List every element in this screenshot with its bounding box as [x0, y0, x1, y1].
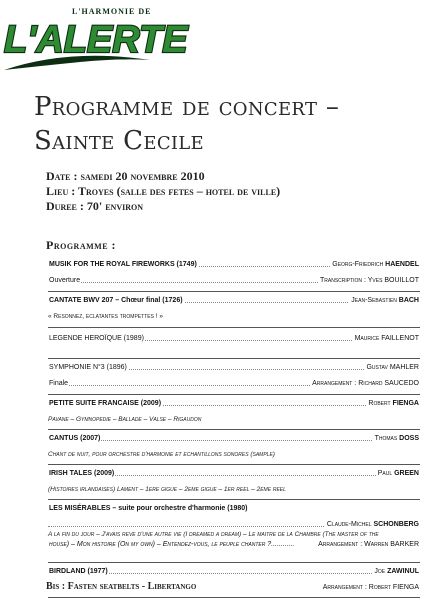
programme-item [48, 363, 420, 395]
concert-date: Date : samedi 20 novembre 2010 [46, 169, 205, 183]
encore-line: Bis : Fasten seatbelts - Libertango [46, 581, 197, 592]
programme-item [48, 334, 420, 359]
piece-title: CANTUS (2007) [49, 435, 101, 442]
programme-item [48, 434, 420, 465]
piece-title: IRISH TALES (2009) [49, 470, 115, 477]
programme-heading: Programme : [46, 238, 117, 252]
programme-item [48, 399, 420, 430]
piece-detail: Chant de nuit, pour orchestre d'harmonie et echantillons sonores (sample) [48, 451, 275, 458]
composer-last-name: FIENGA [392, 400, 419, 407]
composer-first-name: Joe [374, 568, 386, 575]
programme-item [48, 296, 420, 328]
piece-title: BIRDLAND (1977) [49, 568, 108, 575]
piece-detail: « Resonnez, eclatantes trompettes ! » [48, 313, 163, 320]
piece-title: MUSIK FOR THE ROYAL FIREWORKS (1749) [49, 261, 197, 268]
composer-last-name: MAHLER [389, 364, 419, 371]
programme-item [48, 504, 420, 563]
piece-title: LEGENDE HEROÏQUE (1989) [49, 335, 144, 342]
composer-last-name: SCHONBERG [373, 521, 419, 528]
piece-detail-line1: A la fin du jour – J'avais reve d'une autre vie (I dreamed a dream) – Le maitre de la Chambre (The master of the [48, 531, 379, 538]
logo-name: L'ALERTE [4, 19, 188, 61]
composer-first-name: Claude-Michel [326, 521, 372, 528]
composer-first-name: Robert [368, 400, 391, 407]
programme-item [48, 260, 420, 292]
concert-location: Lieu : Troyes (salle des fetes – hotel de ville) [46, 184, 281, 198]
concert-duration: Duree : 70' environ [46, 199, 144, 213]
piece-arranger: Arrangement : Warren BARKER [318, 541, 419, 548]
piece-detail: Pavane – Gymnopedie – Ballade – Valse – Rigaudon [48, 416, 202, 423]
programme-list [48, 260, 420, 598]
piece-title: CANTATE BWV 207 – Chœur final (1726) [49, 297, 183, 304]
piece-detail: (Histoires irlandaises) Lament – 1ere gigue – 2eme gigue – 1er reel – 2eme reel [48, 486, 286, 493]
piece-arranger: Arrangement : Robert FIENGA [322, 584, 419, 591]
harmonie-alerte-logo [0, 0, 190, 80]
piece-title: SYMPHONIE N°3 (1896) [49, 364, 127, 371]
piece-title: PETITE SUITE FRANCAISE (2009) [49, 400, 162, 407]
piece-arranger: Arrangement : Richard SAUCEDO [312, 380, 419, 387]
piece-title: LES MISÉRABLES – suite pour orchestre d'harmonie (1980) [49, 505, 248, 512]
composer-first-name: Georg-Friedrich [332, 261, 384, 268]
concert-title-line1: Programme de concert – [34, 92, 340, 122]
composer-last-name: HAENDEL [385, 261, 419, 268]
piece-detail: Ouverture [49, 277, 81, 284]
composer-last-name: ZAWINUL [387, 568, 419, 575]
composer-last-name: GREEN [394, 470, 419, 477]
composer-first-name: Gustav [366, 364, 388, 371]
programme-item [48, 469, 420, 500]
concert-title-line2: Sainte Cecile [34, 126, 204, 156]
piece-detail-line2: house) – Mon histoire (On my own) – Entendez-vous, le peuple chanter ?............ [49, 541, 295, 548]
piece-detail: Finale [49, 380, 69, 387]
composer-last-name: BACH [398, 297, 419, 304]
composer-last-name: FAILLENOT [381, 335, 419, 342]
composer-last-name: DOSS [399, 435, 419, 442]
logo-tagline: L'HARMONIE DE [72, 7, 152, 16]
composer-first-name: Jean-Sebastien [351, 297, 397, 304]
composer-first-name: Maurice [354, 335, 380, 342]
composer-first-name: Thomas [374, 435, 398, 442]
composer-first-name: Paul [377, 470, 393, 477]
piece-arranger: Transcription : Yves BOUILLOT [319, 277, 419, 284]
